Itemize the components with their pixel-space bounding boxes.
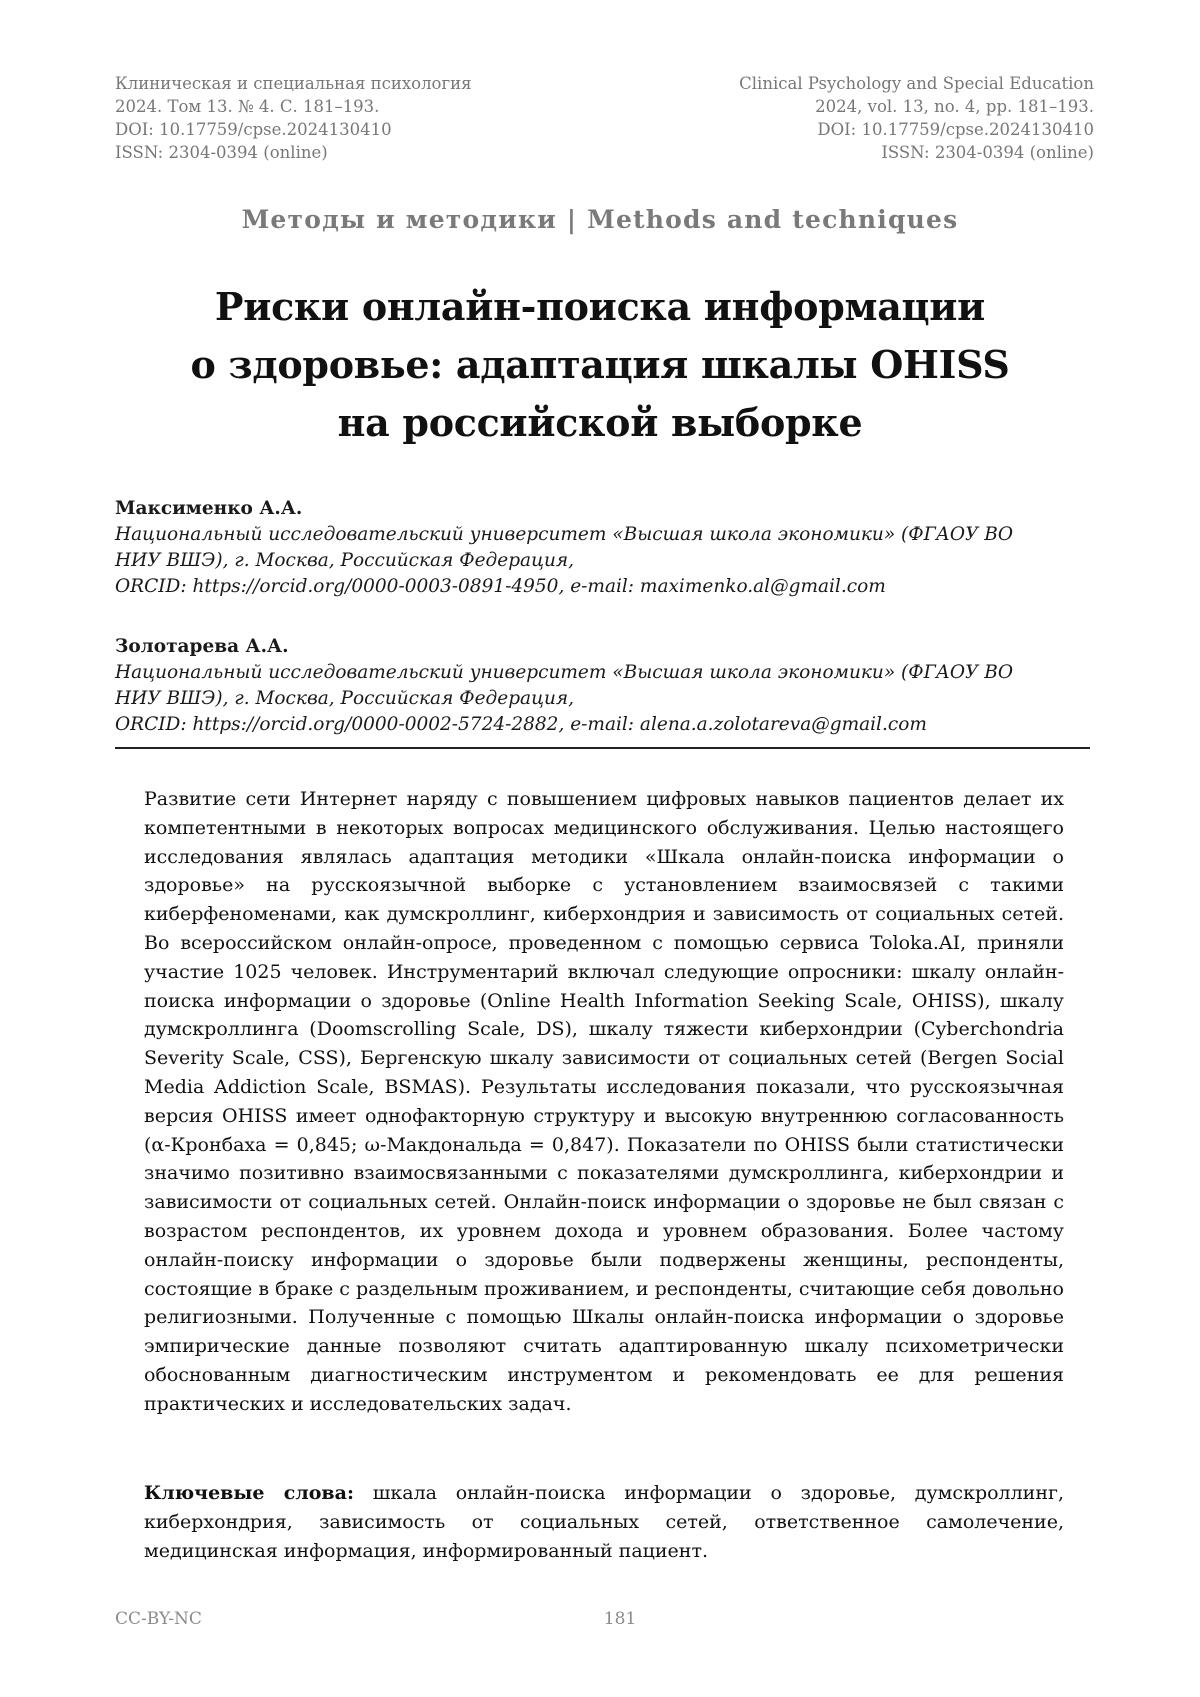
keywords-label: Ключевые слова: [144, 1482, 354, 1504]
section-label: Методы и методики | Methods and techniques [241, 205, 959, 234]
author-name: Золотарева А.А. [115, 636, 289, 657]
doi-en: DOI: 10.17759/cpse.2024130410 [817, 120, 1094, 139]
author-affiliation: НИУ ВШЭ), г. Москва, Российская Федерация, [115, 688, 575, 709]
author-block [115, 496, 1013, 600]
journal-name-en: Clinical Psychology and Special Education [739, 74, 1094, 93]
keywords-text: шкала онлайн-поиска информации о здоровье, думскроллинг, киберхондрия, зависимость от социальных сетей, ответственное самолечение, медицинская информация, информированный пациент. [144, 1482, 1065, 1562]
issn-ru: ISSN: 2304-0394 (online) [115, 143, 328, 162]
issn-en: ISSN: 2304-0394 (online) [881, 143, 1094, 162]
journal-header-en [739, 72, 1094, 164]
journal-header-ru [115, 72, 472, 164]
paper-title [60, 278, 1140, 452]
author-orcid-email: ORCID: https://orcid.org/0000-0003-0891-4950, e-mail: maximenko.al@gmail.com [115, 576, 886, 597]
author-name: Максименко А.А. [115, 498, 303, 519]
author-block [115, 634, 1013, 738]
author-affiliation: Национальный исследовательский университет «Высшая школа экономики» (ФГАОУ ВО [115, 662, 1014, 683]
issue-info-ru: 2024. Том 13. № 4. С. 181–193. [115, 97, 380, 116]
author-orcid-email: ORCID: https://orcid.org/0000-0002-5724-2882, e-mail: alena.a.zolotareva@gmail.com [115, 714, 927, 735]
title-line: о здоровье: адаптация шкалы OHISS [190, 342, 1010, 387]
issue-info-en: 2024, vol. 13, no. 4, pp. 181–193. [815, 97, 1094, 116]
author-affiliation: Национальный исследовательский университет «Высшая школа экономики» (ФГАОУ ВО [115, 524, 1014, 545]
divider [115, 747, 1090, 749]
license-label: CC-BY-NC [115, 1609, 202, 1629]
page-number: 181 [603, 1609, 637, 1629]
title-line: Риски онлайн-поиска информации [214, 284, 986, 329]
abstract: Развитие сети Интернет наряду с повышением цифровых навыков пациентов делает их компетентными в некоторых вопросах медицинского обслуживания. Целью настоящего исследования являлась адаптация методики «Шкала онлайн-поиска информации о здоровье» на русскоязычной выборке с установлением взаимосвязей с такими киберфеноменами, как думскроллинг, киберхондрия и зависимость от социальных сетей. Во всероссийском онлайн-опросе, проведенном с помощью сервиса Toloka.AI, приняли участие 1025 человек. Инструментарий включал следующие опросники: шкалу онлайн-поиска информации о здоровье (Online Health Information Seeking Scale, OHISS), шкалу думскроллинга (Doomscrolling Scale, DS), шкалу тяжести киберхондрии (Cyberchondria Severity Scale, CSS), Бергенскую шкалу зависимости от социальных сетей (Bergen Social Media Addiction Scale, BSMAS). Результаты исследования показали, что русскоязычная версия OHISS имеет однофакторную структуру и высокую внутреннюю согласованность (α-Кронбаха = 0,845; ω-Макдональда = 0,847). Показатели по OHISS были статистически значимо позитивно взаимосвязанными с показателями думскроллинга, киберхондрии и зависимости от социальных сетей. Онлайн-поиск информации о здоровье не был связан с возрастом респондентов, их уровнем дохода и уровнем образования. Более частому онлайн-поиску информации о здоровье были подвержены женщины, респонденты, состоящие в браке с раздельным проживанием, и респонденты, считающие себя довольно религиозными. Полученные с помощью Шкалы онлайн-поиска информации о здоровье эмпирические данные позволяют считать адаптированную шкалу психометрически обоснованным диагностическим инструментом и рекомендовать ее для решения практических и исследовательских задач. [144, 788, 1064, 1415]
doi-ru: DOI: 10.17759/cpse.2024130410 [115, 120, 392, 139]
title-line: на российской выборке [337, 400, 863, 445]
journal-name-ru: Клиническая и специальная психология [115, 74, 472, 93]
keywords [144, 1479, 1064, 1565]
author-affiliation: НИУ ВШЭ), г. Москва, Российская Федерация, [115, 550, 575, 571]
